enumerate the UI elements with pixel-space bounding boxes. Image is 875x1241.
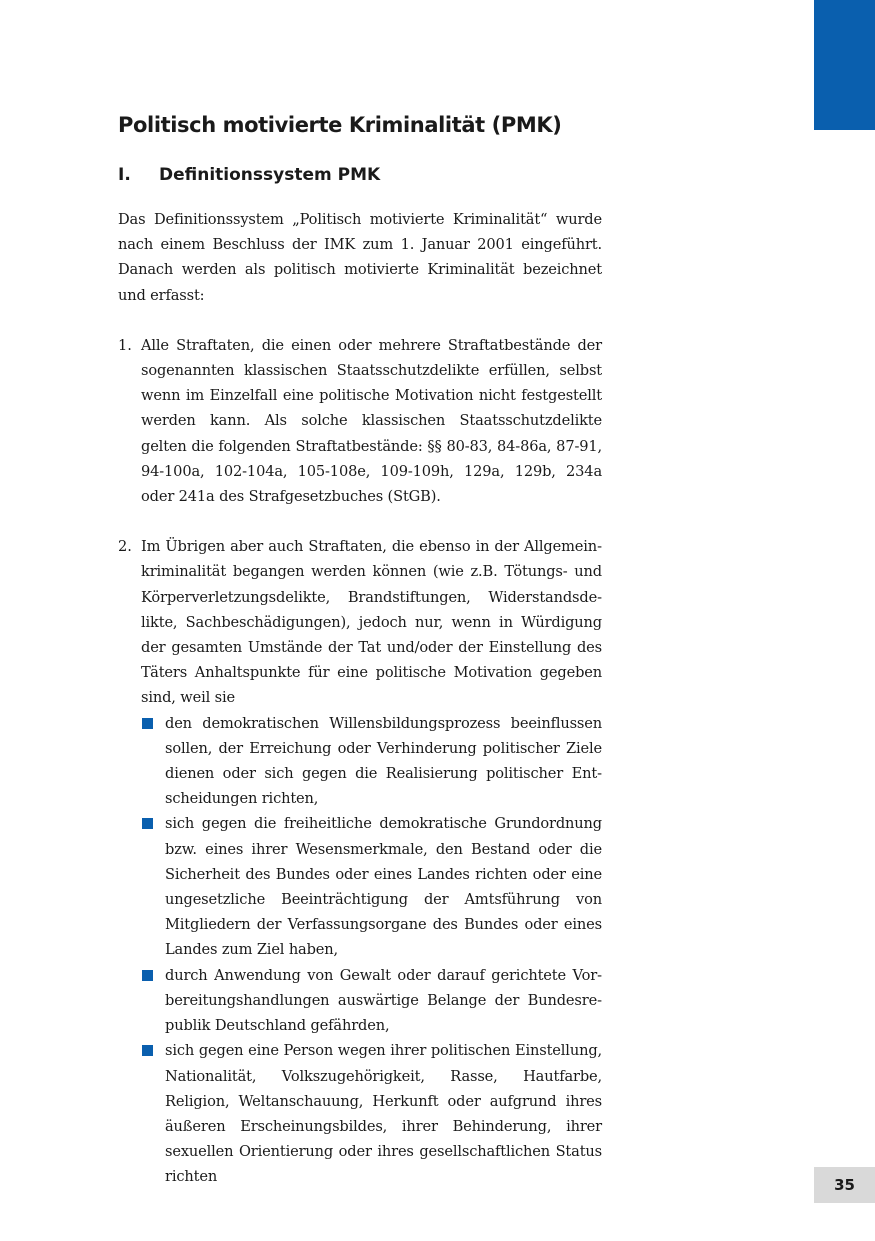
bullet-item — [141, 1038, 602, 1189]
bullet-item — [141, 711, 602, 812]
page-title: Politisch motivierte Kriminalität (PMK) — [118, 113, 562, 137]
square-bullet-icon — [142, 818, 153, 829]
list-item — [118, 534, 602, 1189]
list-item-number: 2. — [118, 538, 132, 556]
chapter-color-tab — [814, 0, 875, 130]
section-title: Definitionssystem PMK — [159, 165, 381, 185]
bullet-text: den demokratischen Willensbildungsprozess beeinflussen sollen, der Erreichung oder Verhinderung politischer Ziele dienen oder sich gegen die Realisierung politischer Entscheidungen richten, — [165, 714, 602, 808]
bullet-item — [141, 811, 602, 962]
bullet-text: sich gegen die freiheitliche demokratische Grundordnung bzw. eines ihrer Wesensmerkmale, den Bestand oder die Sicherheit des Bundes oder eines Landes richten oder eine ungesetzliche Beeinträchtigung der Amtsführung von Mitgliedern der Verfassungsorgane des Bundes oder eines Landes zum Ziel haben, — [165, 815, 602, 959]
list-item — [118, 333, 602, 509]
section-number: I. — [118, 165, 131, 185]
page-content — [118, 110, 602, 1190]
square-bullet-icon — [142, 1045, 153, 1056]
square-bullet-icon — [142, 970, 153, 981]
square-bullet-icon — [142, 718, 153, 729]
list-item-text: Im Übrigen aber auch Straftaten, die ebenso in der Allgemeinkriminalität begangen werden können (wie z.B. Tötungs- und Körperverletzungsdelikte, Brandstiftungen, Widerstandsdelikte, Sachbeschädigungen), jedoch nur, wenn in Würdigung der gesamten Umstände der Tat und/oder der Einstellung des Täters Anhaltspunkte für eine politische Motivation gegeben sind, weil sie — [141, 538, 602, 707]
list-item-number: 1. — [118, 336, 132, 354]
page-number: 35 — [814, 1167, 875, 1203]
bullet-item — [141, 963, 602, 1039]
section-heading — [118, 162, 602, 188]
bullet-list — [141, 711, 602, 1190]
intro-paragraph: Das Definitionssystem „Politisch motivierte Kriminalität“ wurde nach einem Beschluss der IMK zum 1. Januar 2001 eingeführt. Danach werden als politisch motivierte Kriminalität bezeichnet und erfasst: — [118, 211, 602, 304]
bullet-text: sich gegen eine Person wegen ihrer politischen Einstellung, Nationalität, Volkszugehörigkeit, Rasse, Hautfarbe, Religion, Weltanschauung, Herkunft oder aufgrund ihres äußeren Erscheinungsbildes, ihrer Behinderung, ihrer sexuellen Orientierung oder ihres gesellschaftlichen Status richten — [165, 1042, 602, 1186]
numbered-list — [118, 333, 602, 1190]
list-item-text: Alle Straftaten, die einen oder mehrere Straftatbestände der sogenannten klassischen Staatsschutzdelikte erfüllen, selbst wenn im Einzelfall eine politische Motivation nicht festgestellt werden kann. Als solche klassischen Staatsschutzdelikte gelten die folgenden Straftatbestände: §§ 80-83, 84-86a, 87-91, 94-100a, 102-104a, 105-108e, 109-109h, 129a, 129b, 234a oder 241a des Strafgesetzbuches (StGB). — [141, 336, 602, 506]
bullet-text: durch Anwendung von Gewalt oder darauf gerichtete Vorbereitungshandlungen auswärtige Belange der Bundesrepublik Deutschland gefährden, — [165, 966, 602, 1035]
